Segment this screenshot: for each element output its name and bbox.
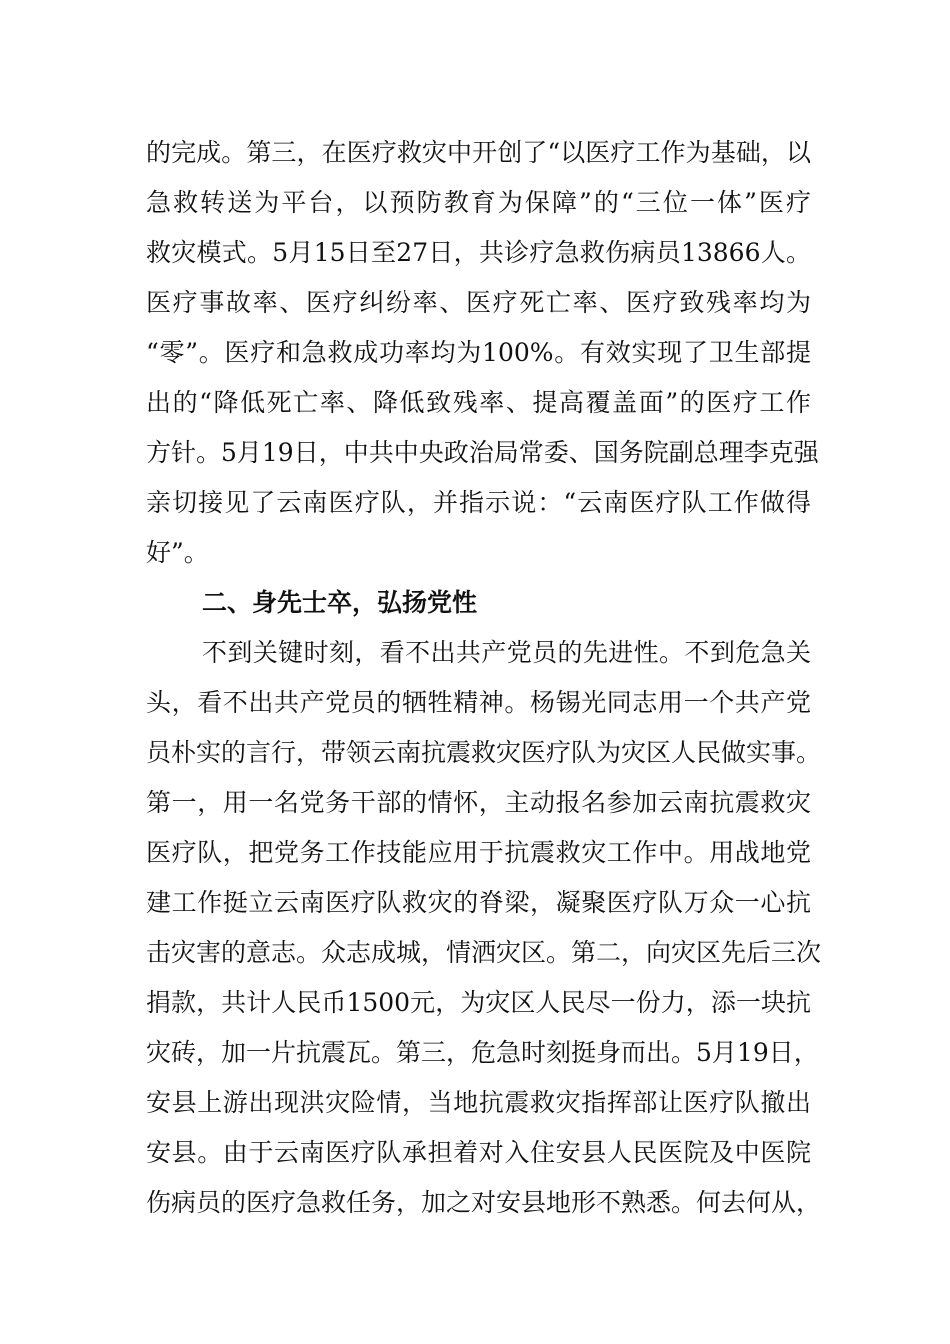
paragraph-line: 不到关键时刻，看不出共产党员的先进性。不到危急关 bbox=[202, 638, 811, 667]
paragraph-line: “零”。医疗和急救成功率均为100%。有效实现了卫生部提 bbox=[146, 338, 811, 367]
paragraph-line: 好”。 bbox=[146, 538, 209, 567]
paragraph-line: 医疗事故率、医疗纠纷率、医疗死亡率、医疗致残率均为 bbox=[146, 288, 811, 317]
paragraph-line: 第一，用一名党务干部的情怀，主动报名参加云南抗震救灾 bbox=[146, 788, 811, 817]
paragraph-line: 伤病员的医疗急救任务，加之对安县地形不熟悉。何去何从， bbox=[146, 1188, 822, 1217]
paragraph-line: 建工作挺立云南医疗队救灾的脊梁，凝聚医疗队万众一心抗 bbox=[146, 888, 811, 917]
paragraph-line: 捐款，共计人民币1500元，为灾区人民尽一份力，添一块抗 bbox=[146, 988, 811, 1017]
paragraph-line: 急救转送为平台，以预防教育为保障”的“三位一体”医疗 bbox=[146, 188, 811, 217]
document-body bbox=[146, 128, 822, 1228]
paragraph-line: 安县。由于云南医疗队承担着对入住安县人民医院及中医院 bbox=[146, 1138, 811, 1167]
paragraph-line: 安县上游出现洪灾险情，当地抗震救灾指挥部让医疗队撤出 bbox=[146, 1088, 811, 1117]
paragraph-line: 的完成。第三，在医疗救灾中开创了“以医疗工作为基础，以 bbox=[146, 138, 811, 167]
paragraph-line: 员朴实的言行，带领云南抗震救灾医疗队为灾区人民做实事。 bbox=[146, 738, 822, 767]
section-heading: 二、身先士卒，弘扬党性 bbox=[202, 588, 478, 617]
paragraph-line: 头，看不出共产党员的牺牲精神。杨锡光同志用一个共产党 bbox=[146, 688, 811, 717]
paragraph-line: 亲切接见了云南医疗队，并指示说：“云南医疗队工作做得 bbox=[146, 488, 811, 517]
paragraph-line: 出的“降低死亡率、降低致残率、提高覆盖面”的医疗工作 bbox=[146, 388, 811, 417]
paragraph-line: 方针。5月19日，中共中央政治局常委、国务院副总理李克强 bbox=[146, 438, 819, 467]
paragraph-line: 救灾模式。5月15日至27日，共诊疗急救伤病员13866人。 bbox=[146, 238, 811, 267]
paragraph-line: 击灾害的意志。众志成城，情洒灾区。第二，向灾区先后三次 bbox=[146, 938, 822, 967]
paragraph-line: 灾砖，加一片抗震瓦。第三，危急时刻挺身而出。5月19日， bbox=[146, 1038, 819, 1067]
paragraph-line: 医疗队，把党务工作技能应用于抗震救灾工作中。用战地党 bbox=[146, 838, 811, 867]
